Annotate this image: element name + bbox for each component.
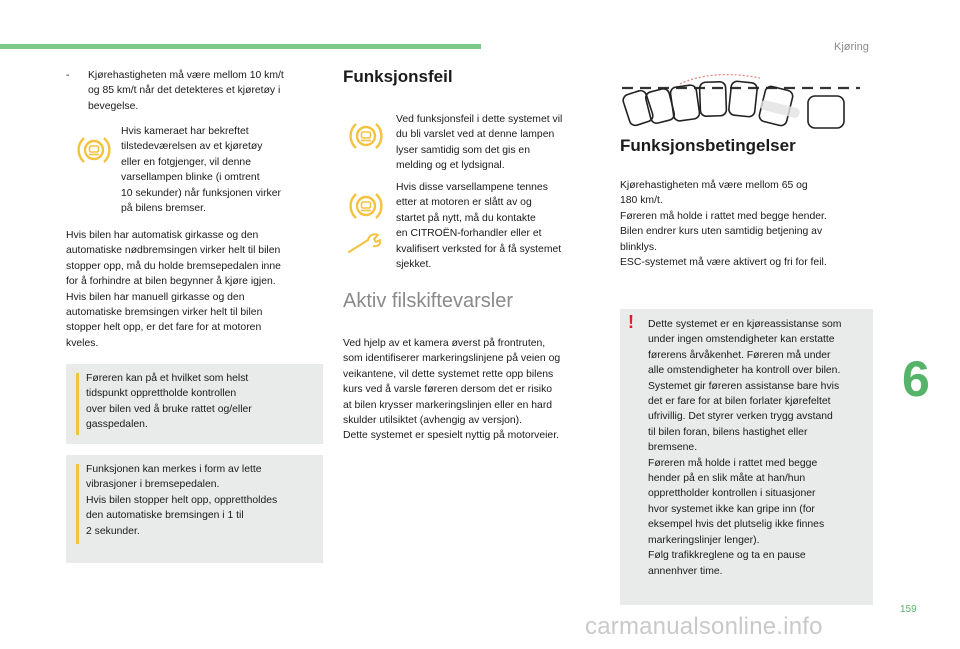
text-line: Hvis disse varsellampene tennes [396,182,548,193]
text-line: Ved funksjonsfeil i dette systemet vil [396,114,563,125]
text-line: stopper helt opp, er det fare for at motoren [66,322,262,334]
text-line: på bilens bremser. [121,203,206,215]
text-line: bremsene. [648,442,698,454]
text-line: det er fare for at bilen forlater kjørefeltet [648,396,831,408]
text-line: annenhver time. [648,565,723,577]
text-line: 2 sekunder. [86,525,140,537]
text-line: Hvis kameraet har bekreftet [121,126,249,137]
info-note [66,455,323,563]
text-line: Hvis bilen stopper helt opp, opprettholdes [86,494,278,506]
col1-bullet [66,68,328,114]
col1-body [66,228,328,351]
brake-warning-icon [76,132,112,168]
note-marker [76,373,79,435]
text-line: blinklys. [620,241,657,253]
text-line: skulder utilsiktet (avhengig av versjon). [343,415,523,427]
col1-icon-paragraph [121,124,321,216]
note-marker [76,464,79,544]
text-line: Føreren må holde i rattet med begge hender. [620,210,827,222]
text-line: over bilen ved å bruke rattet og/eller [86,403,252,415]
bullet-text-line: og 85 km/t når det detekteres et kjøretøy i [88,85,281,97]
text-line: melding og et lydsignal. [396,160,505,172]
text-line: Føreren må holde i rattet med begge [648,457,818,469]
text-line: hender på en slik måte at han/hun [648,473,806,485]
text-line: en CITROËN-forhandler eller et [396,228,542,240]
text-line: til bilen foran, bilens hastighet eller [648,426,808,438]
text-line: at bilen krysser markeringslinjen eller en hard [343,399,553,411]
text-line: Føreren kan på et hvilket som helst [86,373,249,384]
watermark: carmanualsonline.info [585,613,823,640]
section-label: Kjøring [834,41,869,53]
text-line: veikantene, vil dette systemet rette opp bilens [343,368,554,380]
text-line: varsellampen blinke (i omtrent [121,172,260,184]
text-line: stopper opp, må du holde bremsepedalen inne [66,260,281,272]
text-line: sjekket. [396,259,432,271]
page-number: 159 [900,604,917,615]
text-line: Dette systemet er en kjøreassistanse som [648,319,842,330]
brake-fault-icon [348,188,384,224]
text-line: kurs ved å varsle føreren dersom det er risiko [343,384,553,396]
text-line: førerens årvåkenhet. Føreren må under [648,349,831,361]
text-line: eller en fotgjenger, vil denne [121,156,251,168]
text-line: tidspunkt opprettholde kontrollen [86,388,237,400]
text-line: Hvis bilen har manuell girkasse og den [66,291,245,303]
bullet-dash: - [66,70,70,81]
bullet-text-line: Kjørehastigheten må være mellom 10 km/t [88,70,284,81]
text-line: tilstedeværelsen av et kjøretøy [121,141,263,153]
text-line: for å forhindre at bilen begynner å kjøre igjen. [66,276,276,288]
text-line: ufrivillig. Det styrer verken trygg avstand [648,411,833,423]
text-line: Dette systemet er spesielt nyttig på motorveier. [343,430,559,442]
text-line: Bilen endrer kurs uten samtidig betjening av [620,226,823,238]
text-line: som identifiserer markeringslinjene på veien og [343,353,561,365]
text-line: hvor systemet ikke kan gripe inn (for [648,503,815,515]
text-line: kveles. [66,337,99,349]
text-line: den automatiske bremsingen i 1 til [86,510,244,522]
bullet-text-line: bevegelse. [88,100,139,112]
section-title-lane-departure: Aktiv filskiftevarsler [343,290,514,312]
text-line: vibrasjoner i bremsepedalen. [86,479,220,491]
text-line: kvalifisert verksted for å få systemet [396,243,562,255]
text-line: eksempel hvis det plutselig ikke finnes [648,519,825,531]
text-line: Hvis bilen har automatisk girkasse og den [66,230,259,241]
section-title-funksjonsfeil: Funksjonsfeil [343,67,453,86]
text-line: lyser samtidig som det gis en [396,144,530,156]
col2-para1 [396,112,596,174]
text-line: etter at motoren er slått av og [396,197,532,209]
warning-exclamation-icon: ! [628,312,634,332]
text-line: automatiske bremsingen virker helt til bilen [66,307,263,319]
text-line: 180 km/t. [620,195,663,207]
section-title-conditions: Funksjonsbetingelser [620,136,796,155]
brake-fault-icon [348,118,384,154]
text-line: alle omstendigheter ha kontroll over bilen. [648,365,841,377]
text-line: ESC-systemet må være aktivert og fri for feil. [620,257,827,269]
wrench-icon [346,232,386,258]
lane-departure-illustration [620,70,870,132]
text-line: automatiske nødbremsingen virker helt til bilen [66,245,281,257]
text-line: opprettholder kontrollen i situasjoner [648,488,816,500]
info-note [66,364,323,444]
text-line: Funksjonen kan merkes i form av lette [86,464,262,475]
warning-note [620,309,873,605]
text-line: Ved hjelp av et kamera øverst på frontruten, [343,338,546,349]
text-line: 10 sekunder) når funksjonen virker [121,187,281,199]
text-line: gasspedalen. [86,419,148,431]
text-line: under ingen omstendigheter kan erstatte [648,334,835,346]
col2-body [343,336,605,444]
text-line: du bli varslet ved at denne lampen [396,129,555,141]
text-line: Systemet gir føreren assistanse bare hvis [648,380,840,392]
text-line: markeringslinjer lenger). [648,534,760,546]
chapter-number: 6 [902,351,930,407]
col2-para2 [396,180,596,272]
text-line: Følg trafikkreglene og ta en pause [648,550,806,562]
text-line: startet på nytt, må du kontakte [396,212,536,224]
text-line: Kjørehastigheten må være mellom 65 og [620,180,808,191]
col3-body [620,178,882,270]
header-accent-bar [0,44,481,49]
